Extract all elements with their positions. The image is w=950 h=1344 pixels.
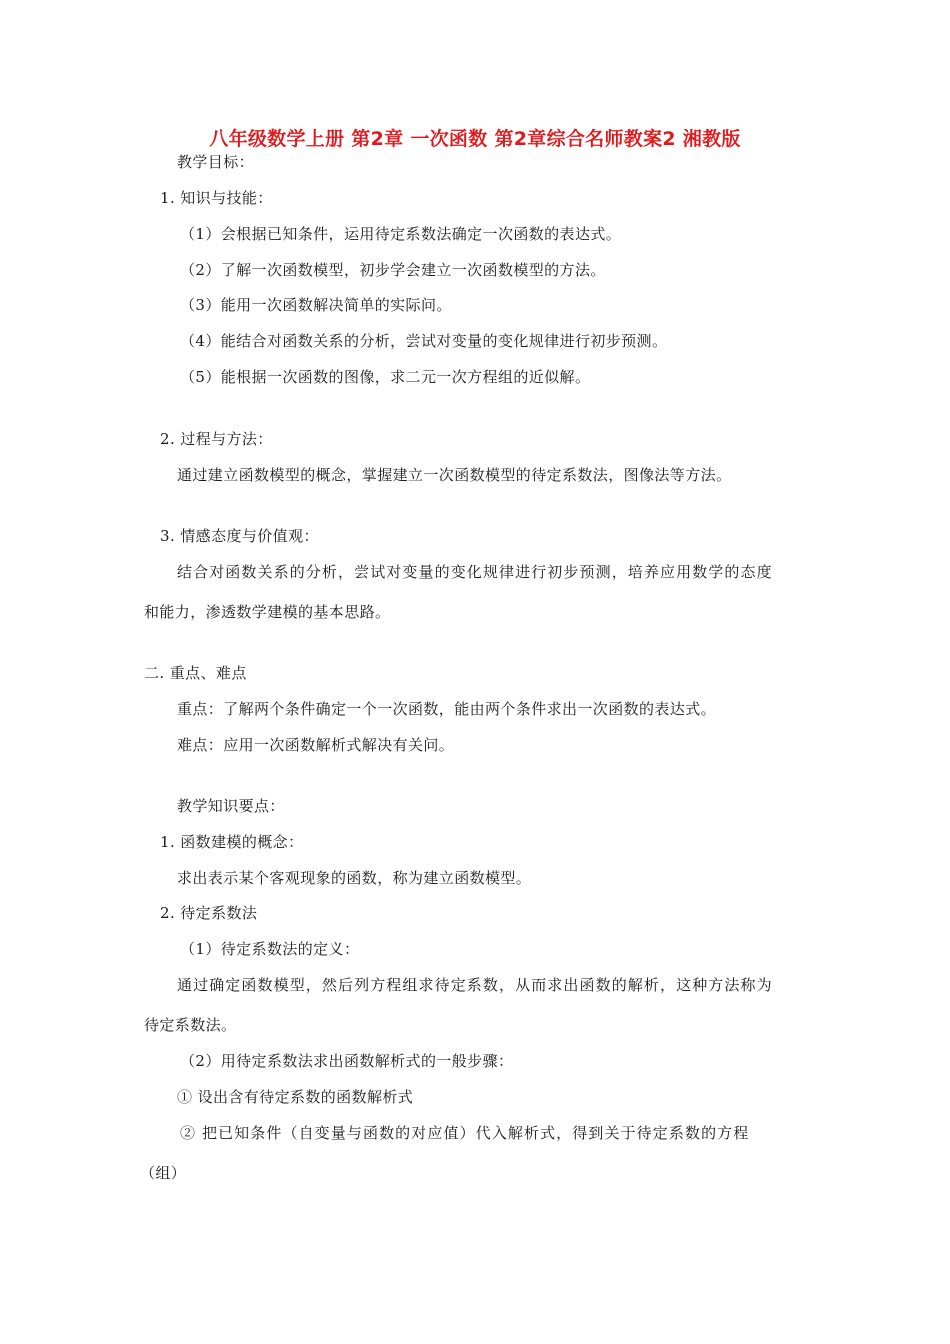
method-definition-text-line-2: 待定系数法。	[144, 1016, 237, 1034]
section-1-heading: 1. 知识与技能：	[160, 189, 273, 207]
section-1-item-5: （5）能根据一次函数的图像，求二元一次方程组的近似解。	[180, 368, 591, 386]
method-step-2-line-1: ② 把已知条件（自变量与函数的对应值）代入解析式，得到关于待定系数的方程	[180, 1124, 750, 1142]
section-1-item-4: （4）能结合对函数关系的分析，尝试对变量的变化规律进行初步预测。	[180, 332, 668, 350]
section-2-text: 通过建立函数模型的概念，掌握建立一次函数模型的待定系数法，图像法等方法。	[177, 466, 732, 484]
document-title: 八年级数学上册 第2章 一次函数 第2章综合名师教案2 湘教版	[209, 128, 741, 150]
key-point-text: 重点：了解两个条件确定一个一次函数，能由两个条件求出一次函数的表达式。	[177, 700, 717, 718]
objectives-heading: 教学目标：	[177, 153, 255, 171]
knowledge-points-heading: 教学知识要点：	[177, 797, 285, 815]
method-step-1: ① 设出含有待定系数的函数解析式	[177, 1088, 414, 1106]
knowledge-point-2-heading: 2. 待定系数法	[160, 904, 258, 922]
section-1-item-2: （2）了解一次函数模型，初步学会建立一次函数模型的方法。	[180, 261, 606, 279]
method-definition-heading: （1）待定系数法的定义：	[180, 940, 360, 958]
section-3-text-line-2: 和能力，渗透数学建模的基本思路。	[144, 603, 391, 621]
section-3-heading: 3. 情感态度与价值观：	[160, 527, 319, 545]
method-definition-text-line-1: 通过确定函数模型，然后列方程组求待定系数，从而求出函数的解析，这种方法称为	[177, 976, 773, 994]
section-1-item-3: （3）能用一次函数解决简单的实际问。	[180, 296, 452, 314]
difficulty-text: 难点：应用一次函数解析式解决有关问。	[177, 736, 455, 754]
section-2-heading: 2. 过程与方法：	[160, 430, 273, 448]
section-3-text-line-1: 结合对函数关系的分析，尝试对变量的变化规律进行初步预测，培养应用数学的态度	[177, 563, 773, 581]
method-steps-heading: （2）用待定系数法求出函数解析式的一般步骤：	[180, 1052, 514, 1070]
knowledge-point-1-text: 求出表示某个客观现象的函数，称为建立函数模型。	[177, 869, 532, 887]
method-step-2-line-2: （组）	[140, 1164, 187, 1182]
knowledge-point-1-heading: 1. 函数建模的概念：	[160, 833, 304, 851]
section-1-item-1: （1）会根据已知条件，运用待定系数法确定一次函数的表达式。	[180, 225, 622, 243]
part-2-heading: 二. 重点、难点	[144, 664, 247, 682]
